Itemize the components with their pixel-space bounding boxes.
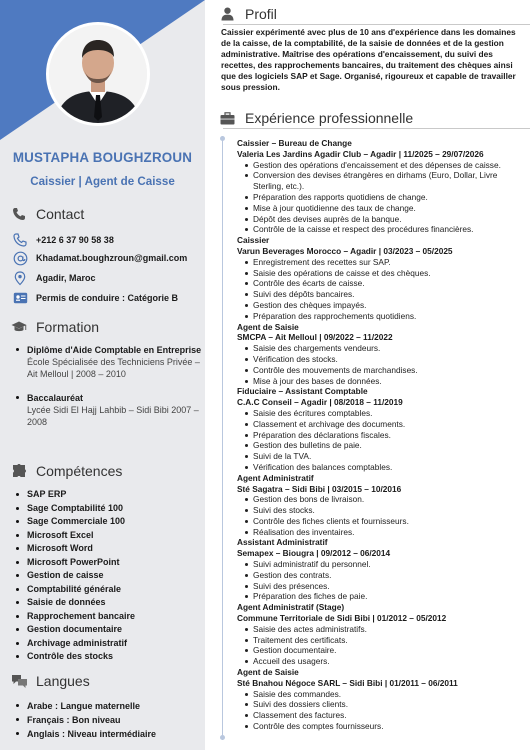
job-task: Préparation des fiches de paie. [245, 591, 529, 602]
formation-title: Formation [36, 319, 100, 335]
job-task: Gestion des bons de livraison. [245, 494, 529, 505]
profil-title: Profil [245, 6, 277, 22]
job-task: Suivi des présences. [245, 581, 529, 592]
chat-bubbles-icon [10, 673, 28, 689]
job-task: Suivi de la TVA. [245, 451, 529, 462]
skill-item: Sage Commerciale 100 [16, 515, 202, 529]
phone-handset-icon [10, 206, 28, 222]
skill-item: Archivage administratif [16, 637, 202, 651]
job-company: Varun Beverages Morocco – Agadir | 03/2023 – 05/2025 [237, 245, 453, 256]
language-item: Français : Bon niveau [16, 713, 202, 727]
job-task: Conversion des devises étrangères en dirhams (Euro, Dollar, Livre Sterling, etc.). [245, 170, 529, 192]
job-task: Contrôle des comptes fournisseurs. [245, 721, 529, 732]
school: Lycée Sidi El Hajj Lahbib – Sidi Bibi 2007 – 2008 [27, 405, 199, 427]
formation-item [16, 344, 202, 380]
formation-list [16, 344, 202, 440]
language-item: Arabe : Langue maternelle [16, 699, 202, 713]
city: Agadir, Maroc [36, 273, 96, 283]
experience-list [237, 138, 529, 732]
job-entry [237, 138, 529, 235]
job-task: Contrôle des écarts de caisse. [245, 278, 529, 289]
job-entry [237, 322, 529, 387]
job-task: Contrôle de la caisse et respect des procédures financières. [245, 224, 529, 235]
main-content [205, 0, 530, 750]
email-link[interactable]: Khadamat.boughzroun@gmail.com [36, 253, 188, 263]
school: École Spécialisée des Techniciens Privée – Ait Melloul | 2008 – 2010 [27, 357, 200, 379]
skills-list [16, 488, 202, 664]
skill-item: Microsoft PowerPoint [16, 556, 202, 570]
driving-license: Permis de conduire : Catégorie B [36, 293, 179, 303]
job-entry [237, 602, 529, 667]
job-entry [237, 473, 529, 538]
job-task: Gestion des chèques impayés. [245, 300, 529, 311]
job-company: Sté Sagatra – Sidi Bibi | 03/2015 – 10/2016 [237, 483, 402, 494]
job-role: Assistant Administratif [237, 537, 328, 548]
skill-item: Comptabilité générale [16, 583, 202, 597]
job-task: Gestion des bulletins de paie. [245, 440, 529, 451]
job-task: Saisie des commandes. [245, 689, 529, 700]
job-role: Agent de Saisie [237, 321, 299, 332]
skill-item: Microsoft Word [16, 542, 202, 556]
contact-phone [12, 232, 114, 248]
job-role: Agent Administratif (Stage) [237, 602, 345, 613]
job-task: Saisie des actes administratifs. [245, 624, 529, 635]
job-role: Agent Administratif [237, 472, 314, 483]
job-task: Gestion documentaire. [245, 645, 529, 656]
skill-item: Gestion documentaire [16, 623, 202, 637]
briefcase-icon [219, 110, 235, 126]
competences-heading [10, 463, 122, 479]
job-task: Saisie des chargements vendeurs. [245, 343, 529, 354]
phone-icon [12, 232, 28, 248]
skill-item: Rapprochement bancaire [16, 610, 202, 624]
at-sign-icon [12, 250, 28, 266]
experience-divider [223, 128, 530, 129]
job-task: Saisie des écritures comptables. [245, 408, 529, 419]
job-task: Mise à jour quotidienne des taux de change. [245, 203, 529, 214]
experience-heading [219, 110, 413, 126]
contact-license [12, 290, 178, 306]
job-entry [237, 667, 529, 732]
job-task: Saisie des opérations de caisse et des chèques. [245, 268, 529, 279]
job-company: C.A.C Conseil – Agadir | 08/2018 – 11/2019 [237, 397, 403, 408]
job-task: Préparation des rapprochements quotidiens. [245, 311, 529, 322]
job-entry [237, 235, 529, 321]
job-entry [237, 537, 529, 602]
job-company: Commune Territoriale de Sidi Bibi | 01/2012 – 05/2012 [237, 613, 447, 624]
skill-item: Gestion de caisse [16, 569, 202, 583]
job-task: Traitement des certificats. [245, 635, 529, 646]
language-item: Anglais : Niveau intermédiaire [16, 727, 202, 741]
job-task: Contrôle des mouvements de marchandises. [245, 365, 529, 376]
degree: Baccalauréat [27, 393, 84, 403]
contact-city [12, 270, 96, 286]
job-task: Réalisation des inventaires. [245, 527, 529, 538]
job-task: Suivi administratif du personnel. [245, 559, 529, 570]
skill-item: Saisie de données [16, 596, 202, 610]
job-task: Mise à jour des bases de données. [245, 376, 529, 387]
job-task: Classement des factures. [245, 710, 529, 721]
competences-title: Compétences [36, 463, 123, 479]
user-icon [219, 6, 235, 22]
job-entry [237, 386, 529, 472]
job-company: Semapex – Biougra | 09/2012 – 06/2014 [237, 548, 391, 559]
job-company: Valeria Les Jardins Agadir Club – Agadir | 11/2025 – 29/07/2026 [237, 148, 484, 159]
job-task: Dépôt des devises auprès de la banque. [245, 214, 529, 225]
job-company: SMCPA – Ait Melloul | 09/2022 – 11/2022 [237, 332, 393, 343]
job-task: Vérification des stocks. [245, 354, 529, 365]
languages-list [16, 699, 202, 741]
timeline-dot [220, 136, 225, 141]
job-task: Suivi des dossiers clients. [245, 699, 529, 710]
job-task: Contrôle des fiches clients et fournisseurs. [245, 516, 529, 527]
timeline-dot [220, 735, 225, 740]
experience-timeline [222, 136, 223, 740]
job-title: Caissier | Agent de Caisse [30, 175, 175, 188]
id-card-icon [12, 290, 28, 306]
contact-title: Contact [36, 206, 85, 222]
job-role: Caissier [237, 235, 270, 246]
formation-item [16, 392, 202, 428]
puzzle-icon [10, 463, 28, 479]
skill-item: Contrôle des stocks [16, 650, 202, 664]
profil-heading [219, 6, 277, 22]
langues-heading [10, 673, 90, 689]
job-role: Caissier – Bureau de Change [237, 138, 352, 148]
job-task: Suivi des dépôts bancaires. [245, 289, 529, 300]
job-task: Enregistrement des recettes sur SAP. [245, 257, 529, 268]
left-sidebar [0, 0, 205, 750]
job-role: Agent de Saisie [237, 667, 299, 678]
profile-summary: Caissier expérimenté avec plus de 10 ans d'expérience dans les domaines de la caisse, de la comptabilité, de la saisie de données et de la gestion administrative. Maîtrise des opérations d'encaissement, du suivi des recettes, des rapprochements bancaires, du traitement des chèques ainsi que des logiciels SAP et Sage. Organisé, rigoureux et capable de travailler sous pression. [221, 27, 516, 92]
profile-photo [46, 22, 150, 126]
job-task: Suivi des stocks. [245, 505, 529, 516]
person-avatar-icon [49, 25, 147, 123]
job-task: Classement et archivage des documents. [245, 419, 529, 430]
job-task: Accueil des usagers. [245, 656, 529, 667]
job-role: Fiduciaire – Assistant Comptable [237, 386, 368, 397]
full-name: MUSTAPHA BOUGHZROUN [12, 150, 193, 165]
job-task: Préparation des rapports quotidiens de change. [245, 192, 529, 203]
profil-divider [223, 24, 530, 25]
job-task: Préparation des déclarations fiscales. [245, 430, 529, 441]
langues-title: Langues [36, 673, 90, 689]
job-task: Gestion des opérations d'encaissement et des dépenses de caisse. [245, 160, 529, 171]
phone-number: +212 6 37 90 58 38 [36, 235, 114, 245]
experience-title: Expérience professionnelle [245, 110, 414, 126]
graduation-cap-icon [10, 319, 28, 335]
job-task: Vérification des balances comptables. [245, 462, 529, 473]
contact-heading [10, 206, 84, 222]
skill-item: Microsoft Excel [16, 529, 202, 543]
job-task: Gestion des contrats. [245, 570, 529, 581]
skill-item: SAP ERP [16, 488, 202, 502]
formation-heading [10, 319, 99, 335]
location-pin-icon [12, 270, 28, 286]
job-company: Sté Bnahou Négoce SARL – Sidi Bibi | 01/2011 – 06/2011 [237, 677, 458, 688]
degree: Diplôme d'Aide Comptable en Entreprise [27, 345, 202, 355]
skill-item: Sage Comptabilité 100 [16, 502, 202, 516]
contact-email [12, 250, 187, 266]
